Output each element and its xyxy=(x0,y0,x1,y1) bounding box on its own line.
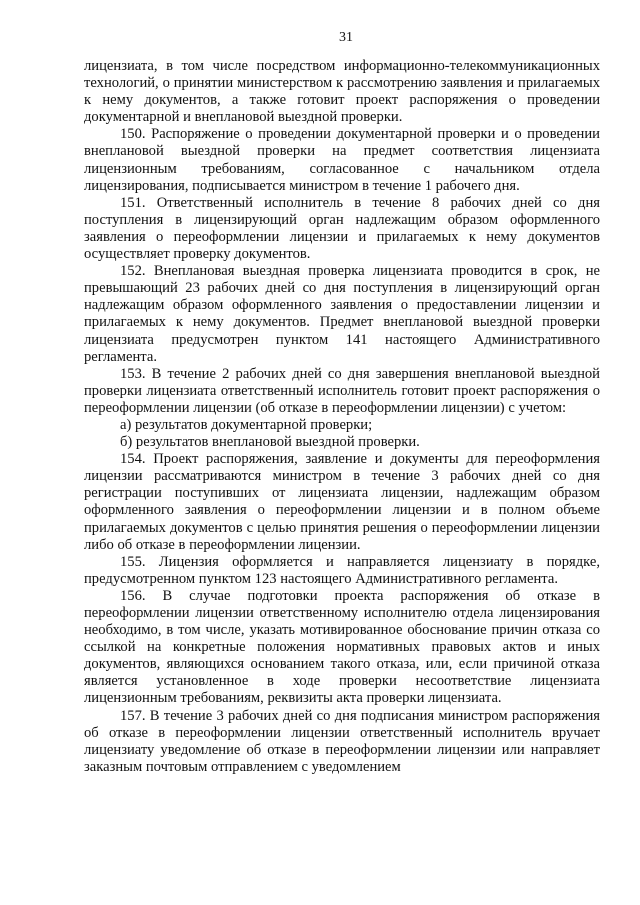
list-item-a: а) результатов документарной проверки; xyxy=(120,416,373,433)
paragraph-150: 150. Распоряжение о проведении документарной проверки и о проведении внеплановой выездной проверки на предмет соответствия лицензиата лицензионным требованиям, согласованное с начальником отдела лицензирования, подписывается министром в течение 1 рабочего дня. xyxy=(84,126,600,194)
paragraph-155: 155. Лицензия оформляется и направляется лицензиату в порядке, предусмотренном пунктом 123 настоящего Административного регламента. xyxy=(84,553,600,587)
paragraph-156: 156. В случае подготовки проекта распоряжения об отказе в переоформлении лицензии ответственному исполнителю отдела лицензирования необходимо, в том числе, указать мотивированное обоснование причин отказа со ссылкой на конкретные положения нормативных правовых актов и иных документов, являющихся основанием такого отказа, или, если причиной отказа является установленное в ходе проверки несоответствие лицензиата лицензионным требованиям, реквизиты акта проверки лицензиата. xyxy=(84,587,600,707)
paragraph-154: 154. Проект распоряжения, заявление и документы для переоформления лицензии рассматриваются министром в течение 3 рабочих дней со дня регистрации поступивших от лицензиата лицензии, надлежащим образом оформленного заявления о переоформлении лицензии и в полном объеме прилагаемых документов с целью принятия решения о переоформлении лицензии либо об отказе в переоформлении лицензии. xyxy=(84,451,600,553)
paragraph-continuation: лицензиата, в том числе посредством информационно-телекоммуникационных технологий, о принятии министерством к рассмотрению заявления и прилагаемых к нему документов, а также готовит проект распоряжения о проведении документарной и внеплановой выездной проверки. xyxy=(84,58,600,126)
paragraph-151: 151. Ответственный исполнитель в течение 8 рабочих дней со дня поступления в лицензирующий орган надлежащим образом оформленного заявления о переоформлении лицензии и прилагаемых к нему документов осуществляет проверку документов. xyxy=(84,194,600,263)
page-number: 31 xyxy=(339,30,353,45)
paragraph-153: 153. В течение 2 рабочих дней со дня завершения внеплановой выездной проверки лицензиата ответственный исполнитель готовит проект распоряжения о переоформлении лицензии (об отказе в переоформлении лицензии) с учетом: xyxy=(84,365,600,416)
list-item-b: б) результатов внеплановой выездной проверки. xyxy=(120,434,420,451)
paragraph-152: 152. Внеплановая выездная проверка лицензиата проводится в срок, не превышающий 23 рабочих дней со дня поступления в лицензирующий орган надлежащим образом оформленного заявления о предоставлении лицензии и прилагаемых к нему документов. Предмет внеплановой выездной проверки лицензиата предусмотрен пунктом 141 настоящего Административного регламента. xyxy=(84,263,600,365)
paragraph-157: 157. В течение 3 рабочих дней со дня подписания министром распоряжения об отказе в переоформлении лицензии ответственный исполнитель вручает лицензиату уведомление об отказе в переоформлении лицензии или направляет заказным почтовым отправлением с уведомлением xyxy=(84,707,600,775)
